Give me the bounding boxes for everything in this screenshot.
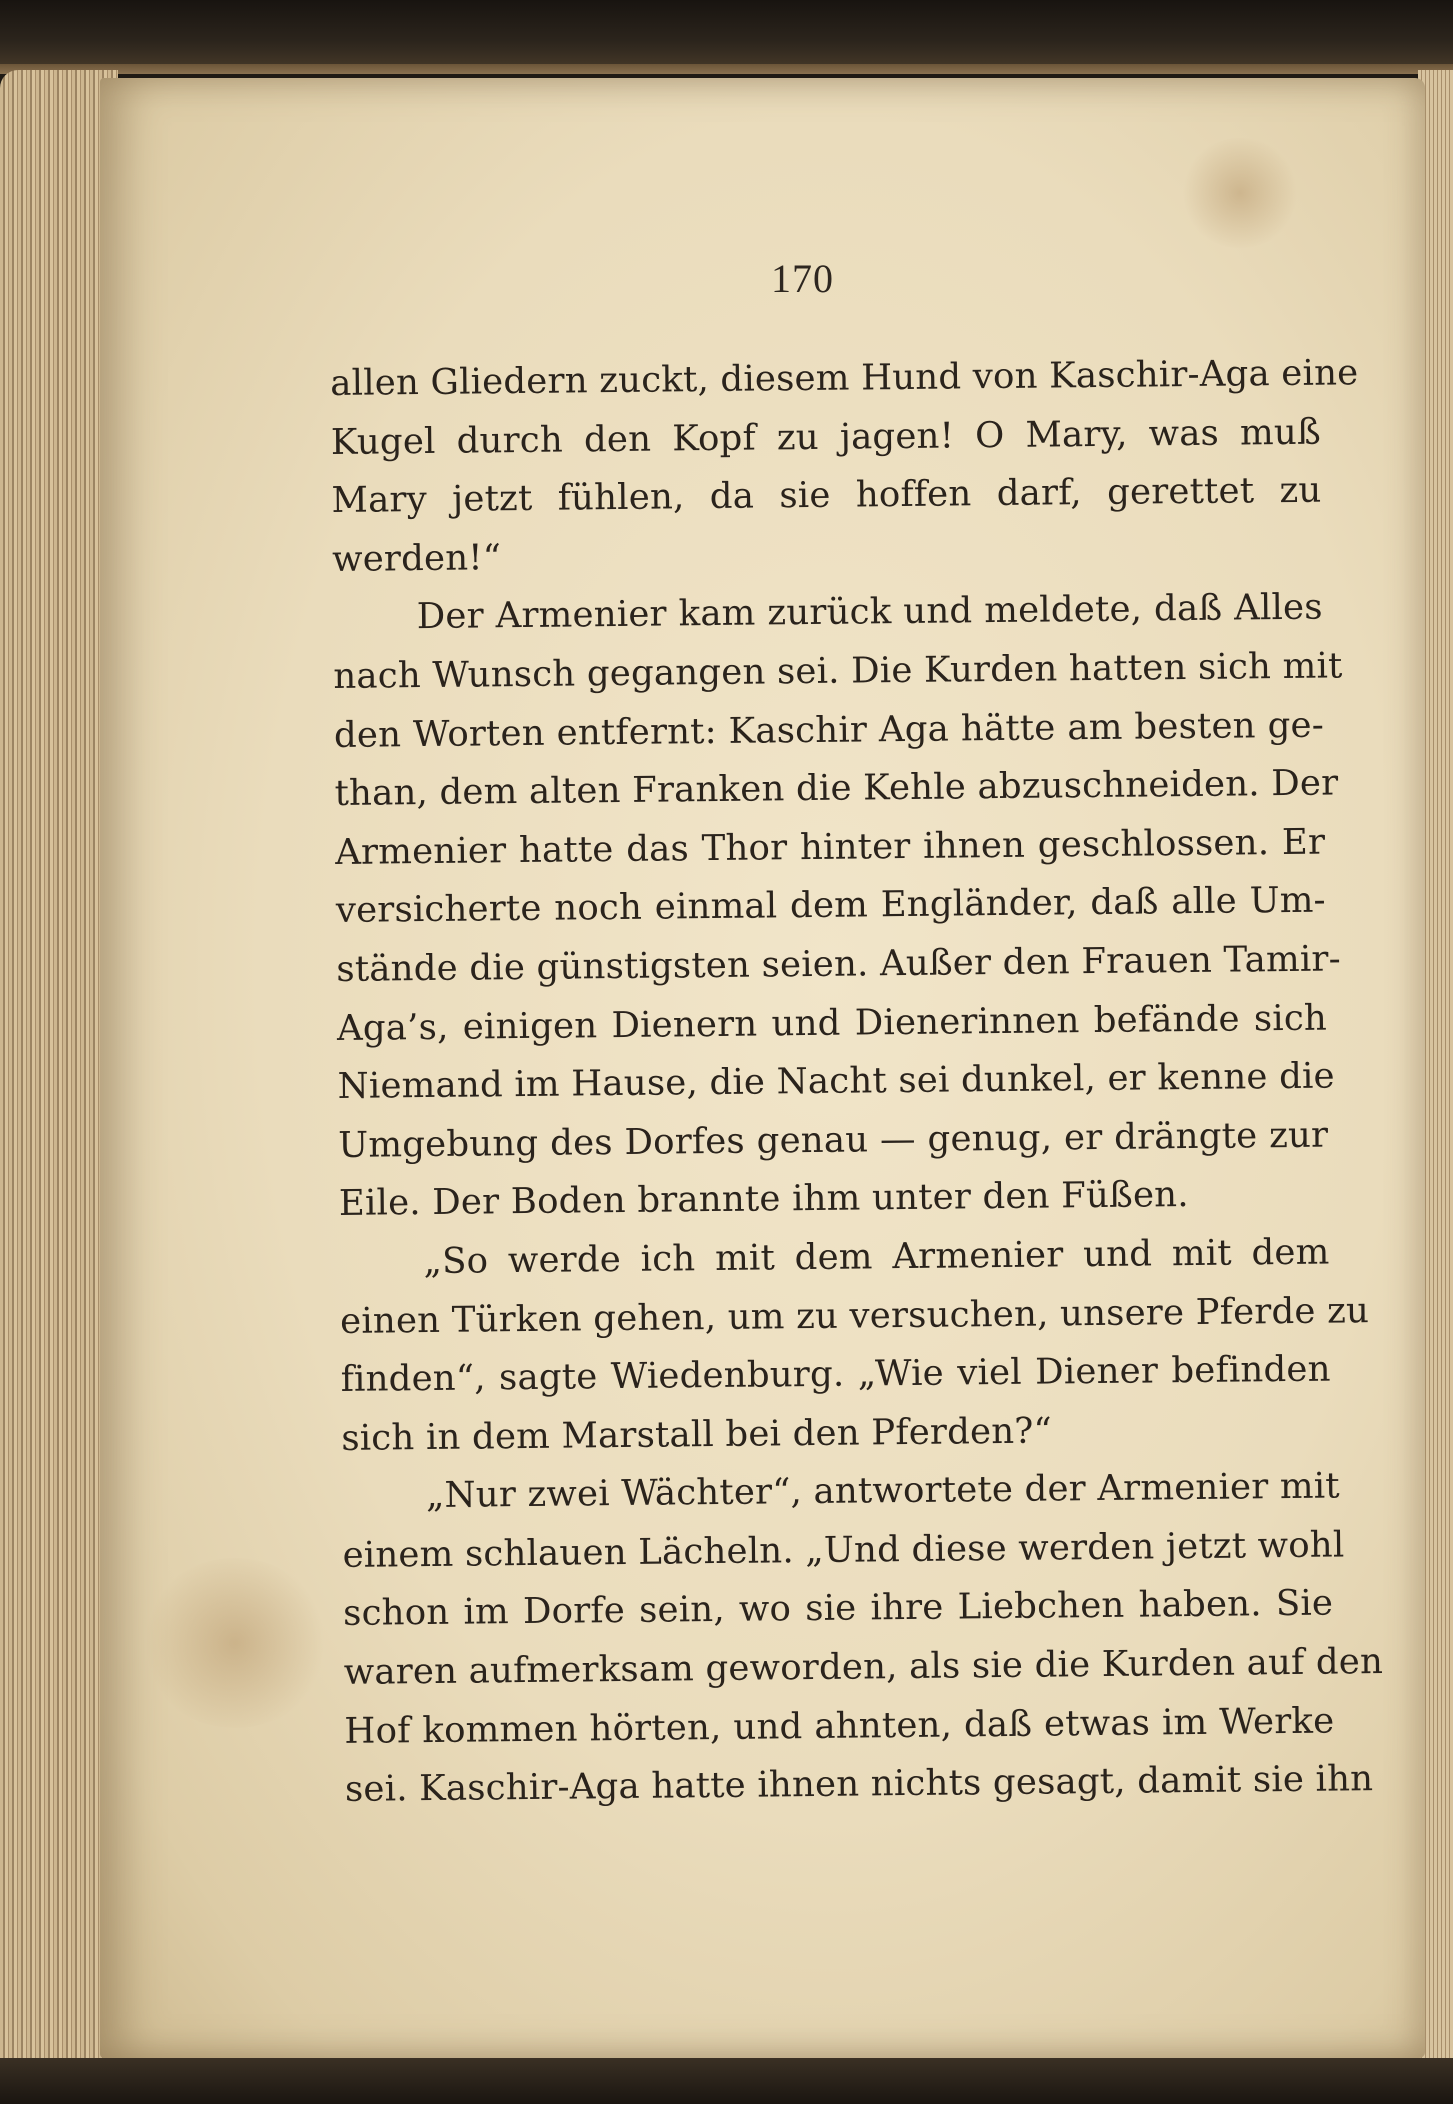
- binding-edge-bottom: [0, 2058, 1453, 2104]
- text-line: allen Gliedern zuckt, diesem Hund von Kaschir-Aga eine: [330, 352, 1359, 404]
- text-line: waren aufmerksam geworden, als sie die Kurden auf den: [343, 1641, 1384, 1693]
- text-line: Aga’s, einigen Dienern und Dienerinnen befände sich: [336, 997, 1328, 1049]
- text-line: Der Armenier kam zurück und meldete, daß Alles: [416, 586, 1323, 638]
- text-line: Umgebung des Dorfes genau — genug, er drängte zur: [338, 1114, 1329, 1166]
- text-line: finden“, sagte Wiedenburg. „Wie viel Diener befinden: [340, 1348, 1331, 1401]
- text-line: einen Türken gehen, um zu versuchen, unsere Pferde zu: [339, 1289, 1370, 1342]
- paper-stain: [1180, 138, 1300, 248]
- text-line: werden!“: [331, 537, 502, 580]
- text-line: sich in dem Marstall bei den Pferden?“: [341, 1410, 1053, 1459]
- text-line: Eile. Der Boden brannte ihm unter den Füßen.: [338, 1174, 1189, 1225]
- text-line: Mary jetzt fühlen, da sie hoffen darf, gerettet zu: [331, 469, 1322, 522]
- text-line: Armenier hatte das Thor hinter ihnen geschlossen. Er: [334, 821, 1326, 873]
- text-line: einem schlauen Lächeln. „Und diese werden jetzt wohl: [342, 1524, 1345, 1576]
- text-line: „So werde ich mit dem Armenier und mit dem: [423, 1231, 1330, 1282]
- text-line: „Nur zwei Wächter“, antwortete der Armenier mit: [425, 1465, 1340, 1517]
- body-text: [330, 345, 1384, 1820]
- text-line: sei. Kaschir-Aga hatte ihnen nichts gesagt, damit sie ihn: [344, 1758, 1374, 1811]
- text-line: Kugel durch den Kopf zu jagen! O Mary, was muß: [330, 411, 1322, 463]
- page-number: 170: [771, 256, 834, 301]
- paper-stain: [140, 1558, 330, 1728]
- text-line: versicherte noch einmal dem Engländer, daß alle Um-: [335, 879, 1326, 932]
- text-line: stände die günstigsten seien. Außer den Frauen Tamir-: [336, 938, 1342, 990]
- text-line: than, dem alten Franken die Kehle abzuschneiden. Der: [334, 762, 1339, 815]
- text-line: den Worten entfernt: Kaschir Aga hätte am besten ge-: [333, 704, 1325, 756]
- text-line: nach Wunsch gegangen sei. Die Kurden hatten sich mit: [333, 645, 1343, 697]
- text-line: Hof kommen hörten, und ahnten, daß etwas im Werke: [344, 1700, 1335, 1752]
- text-line: schon im Dorfe sein, wo sie ihre Liebchen haben. Sie: [342, 1583, 1334, 1635]
- text-line: Niemand im Hause, die Nacht sei dunkel, er kenne die: [337, 1055, 1335, 1108]
- binding-edge-top: [0, 0, 1453, 74]
